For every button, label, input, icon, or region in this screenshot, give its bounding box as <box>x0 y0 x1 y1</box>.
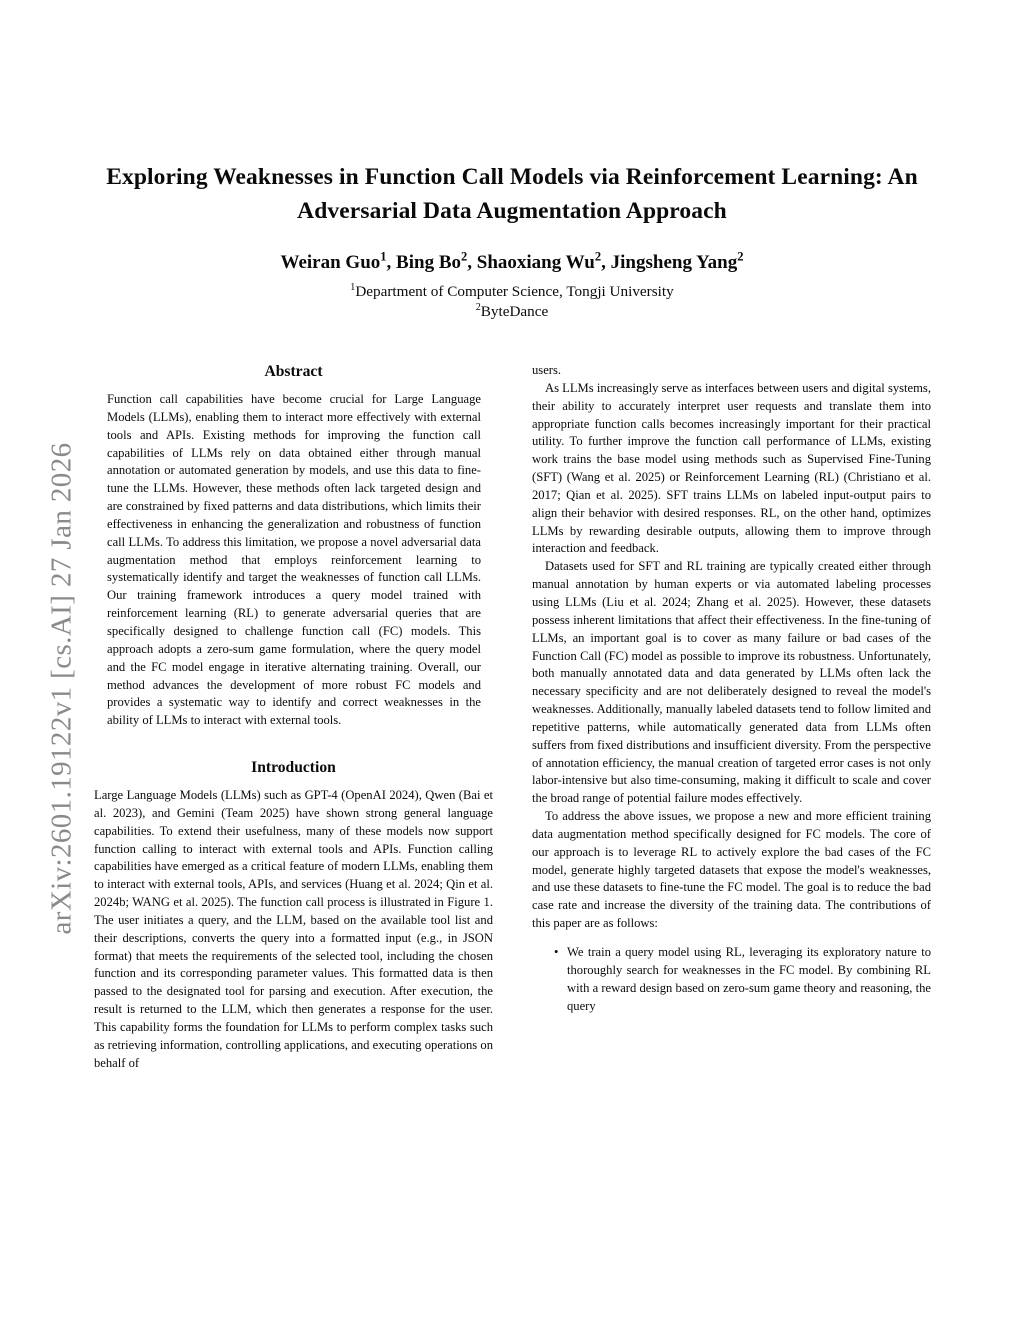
author-separator: , <box>601 252 611 273</box>
affiliation-marker-2: 2 <box>475 301 481 313</box>
introduction-paragraph-1-continuation: users. <box>532 363 562 377</box>
abstract-body <box>107 391 481 730</box>
author-affil-marker-1: 1 <box>380 249 387 264</box>
affiliation-2 <box>96 302 928 322</box>
author-name-3: Shaoxiang Wu <box>476 252 595 273</box>
affiliation-text-1: Department of Computer Science, Tongji University <box>355 283 674 300</box>
page-title: Exploring Weaknesses in Function Call Models via Reinforcement Learning: An Adversarial Data Augmentation Approach <box>106 164 918 224</box>
contributions-list <box>532 944 931 1015</box>
author-name-4: Jingsheng Yang <box>610 252 738 273</box>
affiliations-block <box>96 282 928 321</box>
introduction-paragraph-4: To address the above issues, we propose a new and more efficient training data augmentation method specifically designed for FC models. The core of our approach is to leverage RL to actively explore the bad cases of the FC model, generate highly targeted datasets that expose the model's weaknesses, and use these datasets to fine-tune the FC model. The goal is to reduce the bad case rate and increase the diversity of the training data. The contributions of this paper are as follows: <box>532 809 931 931</box>
arxiv-stamp: arXiv:2601.19122v1 [cs.AI] 27 Jan 2026 <box>45 442 78 935</box>
contribution-text-1: We train a query model using RL, leveraging its exploratory nature to thoroughly search for weaknesses in the FC model. By combining RL with a reward design based on zero-sum game theory and reasoning, the query <box>567 945 931 1013</box>
right-column <box>532 362 931 1015</box>
affiliation-marker-1: 1 <box>350 281 356 293</box>
title-block <box>96 160 928 321</box>
left-column <box>94 362 493 1073</box>
author-affil-marker-2: 2 <box>461 249 468 264</box>
author-name-2: Bing Bo <box>396 252 461 273</box>
abstract-paragraph: Function call capabilities have become crucial for Large Language Models (LLMs), enabling them to interact more effectively with external tools and APIs. Existing methods for improving the function call capabilities of LLMs rely on data obtained either through manual annotation or automated generation by models, and use this data to fine-tune the LLMs. However, these methods often lack targeted design and are constrained by fixed patterns and data distributions, which limits their effectiveness in enhancing the generalization and robustness of function call LLMs. To address this limitation, we propose a novel adversarial data augmentation method that employs reinforcement learning to systematically identify and target the weaknesses of function call LLMs. Our training framework introduces a query model trained with reinforcement learning (RL) to generate adversarial queries that are specifically designed to challenge function call (FC) models. This approach adopts a zero-sum game formulation, where the query model and the FC model engage in iterative alternating training. Overall, our method advances the development of more robust FC models and provides a systematic way to identify and correct weaknesses in the ability of LLMs to interact with external tools. <box>107 392 481 728</box>
author-separator: , <box>386 252 397 273</box>
affiliation-text-2: ByteDance <box>480 302 549 320</box>
introduction-heading: Introduction <box>251 759 336 777</box>
author-affil-marker-4: 2 <box>737 249 744 264</box>
list-item <box>554 944 931 1015</box>
author-separator: , <box>467 252 477 273</box>
abstract-heading: Abstract <box>264 363 323 380</box>
bullet-icon: • <box>554 945 559 959</box>
introduction-paragraph-2: As LLMs increasingly serve as interfaces between users and digital systems, their ability to accurately interpret user requests and translate them into appropriate function calls becomes increasingly important for their practical utility. To further improve the function call performance of LLMs, existing work trains the base model using methods such as Supervised Fine-Tuning (SFT) (Wang et al. 2025) or Reinforcement Learning (RL) (Christiano et al. 2017; Qian et al. 2025). SFT trains LLMs on labeled input-output pairs to align their behavior with desired responses. RL, on the other hand, optimizes LLMs by rewarding desirable outputs, allowing them to improve through interaction and feedback. <box>532 380 931 556</box>
authors-line <box>96 250 928 275</box>
introduction-paragraph-3: Datasets used for SFT and RL training are typically created either through manual annotation by human experts or via automated labeling processes using LLMs (Liu et al. 2024; Zhang et al. 2025). However, these datasets possess inherent limitations that affect their effectiveness. In the fine-tuning of LLMs, an important goal is to cover as many failure or bad cases of the Function Call (FC) model as possible to improve its robustness. Unfortunately, both manually annotated data and data generated by LLMs often lack the necessary specificity and are not deliberately designed to reveal the model's weaknesses. Additionally, manually labeled datasets tend to follow limited and repetitive patterns, while automatically generated data from LLMs often suffers from fixed distributions and insufficient diversity. From the perspective of annotation efficiency, the manual creation of targeted error cases is not only labor-intensive but also time-consuming, making it difficult to scale and cover the broad range of potential failure modes effectively. <box>532 559 931 806</box>
introduction-paragraph-1-left: Large Language Models (LLMs) such as GPT-4 (OpenAI 2024), Qwen (Bai et al. 2023), and Gemini (Team 2025) have shown strong general language capabilities. To extend their usefulness, many of these models now support function calling to interact with external tools and APIs. Function calling capabilities have emerged as a critical feature of modern LLMs, enabling them to interact with external tools, APIs, and services (Huang et al. 2024; Qin et al. 2024b; WANG et al. 2025). The function call process is illustrated in Figure 1. The user initiates a query, and the LLM, based on the available tool list and their descriptions, converts the query into a formatted input (e.g., in JSON format) that meets the requirements of the selected tool, including the chosen function and its corresponding parameter values. This formatted data is then passed to the designated tool for parsing and execution. After execution, the result is returned to the LLM, which then generates a response for the user. This capability forms the foundation for LLMs to perform complex tasks such as retrieving information, controlling applications, and executing operations on behalf of <box>94 788 493 1070</box>
author-affil-marker-3: 2 <box>594 249 602 264</box>
author-name-1: Weiran Guo <box>280 252 381 273</box>
affiliation-1 <box>96 282 928 302</box>
